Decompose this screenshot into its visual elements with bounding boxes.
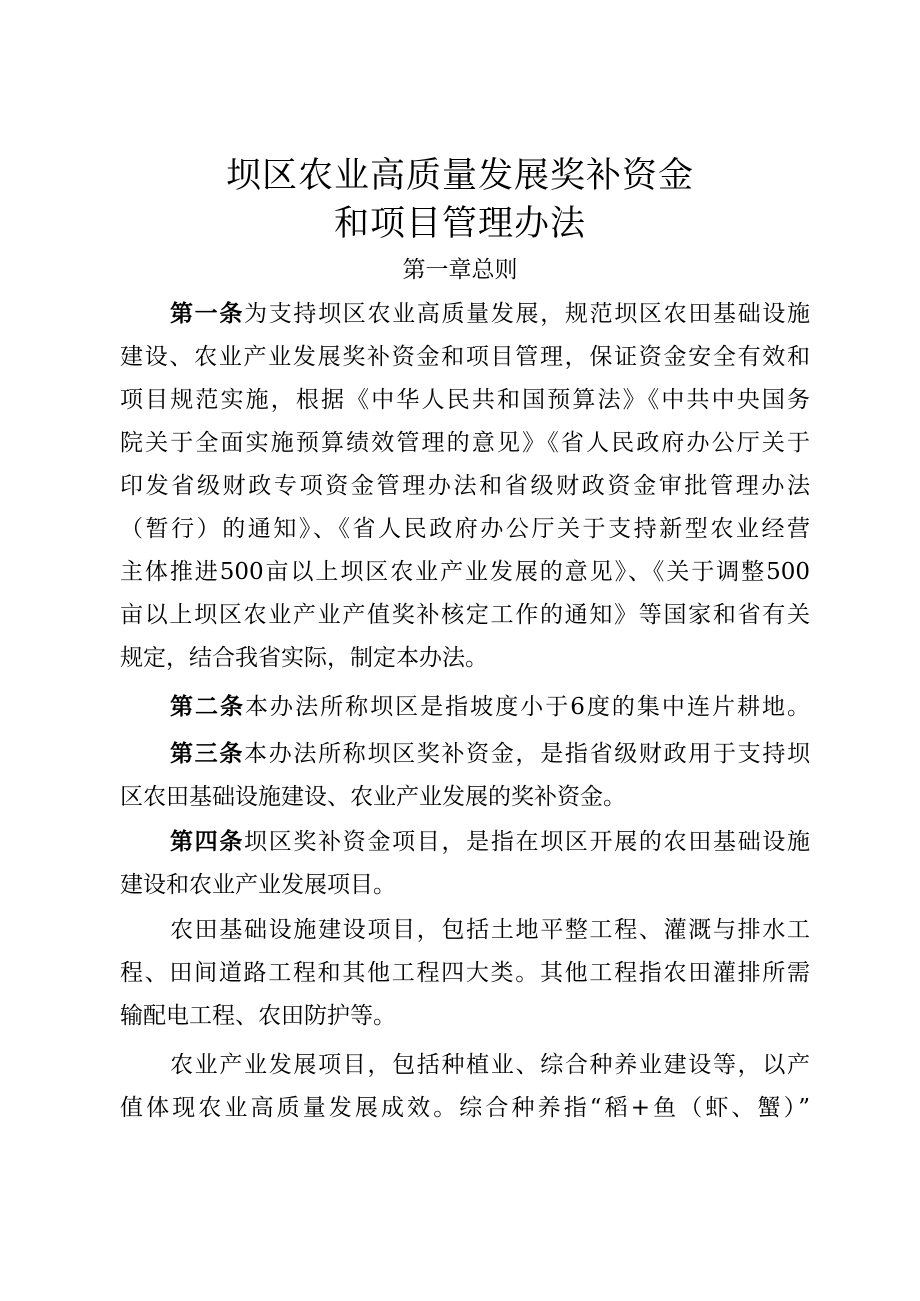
article-1-line: 项目规范实施，根据《中华人民共和国预算法》《中共中央国务 xyxy=(120,387,810,413)
article-1-label: 第一条 xyxy=(170,300,245,327)
article-4-line: 建设和农业产业发展项目。 xyxy=(120,872,396,898)
article-1-line: 院关于全面实施预算绩效管理的意见》《省人民政府办公厅关于 xyxy=(120,430,810,456)
farmland-paragraph-line: 农田基础设施建设项目，包括土地平整工程、灌溉与排水工 xyxy=(170,917,810,943)
article-4-first-line xyxy=(170,825,810,859)
article-3-line: 区农田基础设施建设、农业产业发展的奖补资金。 xyxy=(120,784,626,810)
article-4-label: 第四条 xyxy=(170,828,245,855)
industry-paragraph-line: 农业产业发展项目，包括种植业、综合种养业建设等，以产 xyxy=(170,1052,810,1078)
article-3-text: 本办法所称坝区奖补资金，是指省级财政用于支持坝 xyxy=(244,741,811,767)
article-1-line: （暂行）的通知》、《省人民政府办公厅关于支持新型农业经营 xyxy=(120,516,810,542)
article-1-line: 规定，结合我省实际，制定本办法。 xyxy=(120,645,488,671)
article-2-text: 本办法所称坝区是指坡度小于6度的集中连片耕地。 xyxy=(245,694,810,720)
article-3-label: 第三条 xyxy=(170,740,245,767)
article-1-text: 为支持坝区农业高质量发展，规范坝区农田基础设施 xyxy=(244,301,811,327)
article-1-first-line xyxy=(170,297,810,331)
article-1-line: 印发省级财政专项资金管理办法和省级财政资金审批管理办法 xyxy=(120,473,810,499)
article-4-text: 坝区奖补资金项目，是指在坝区开展的农田基础设施 xyxy=(244,829,811,855)
document-title-line-2: 和项目管理办法 xyxy=(333,204,586,244)
farmland-paragraph-line: 程、田间道路工程和其他工程四大类。其他工程指农田灌排所需 xyxy=(120,960,810,986)
article-1-line: 建设、农业产业发展奖补资金和项目管理，保证资金安全有效和 xyxy=(120,344,810,370)
article-1-line: 亩以上坝区农业产业产值奖补核定工作的通知》等国家和省有关 xyxy=(120,602,810,628)
article-3-first-line xyxy=(170,737,810,771)
document-title-line-1: 坝区农业高质量发展奖补资金 xyxy=(225,156,694,196)
article-2-label: 第二条 xyxy=(170,693,246,720)
farmland-paragraph-line: 输配电工程、农田防护等。 xyxy=(120,1003,396,1029)
chapter-heading: 第一章总则 xyxy=(402,257,518,283)
article-1-line: 主体推进500亩以上坝区农业产业发展的意见》、《关于调整500 xyxy=(120,559,810,585)
article-2-first-line xyxy=(170,690,810,724)
industry-paragraph-line: 值体现农业高质量发展成效。综合种养指“稻+鱼（虾、蟹）” xyxy=(120,1095,810,1121)
